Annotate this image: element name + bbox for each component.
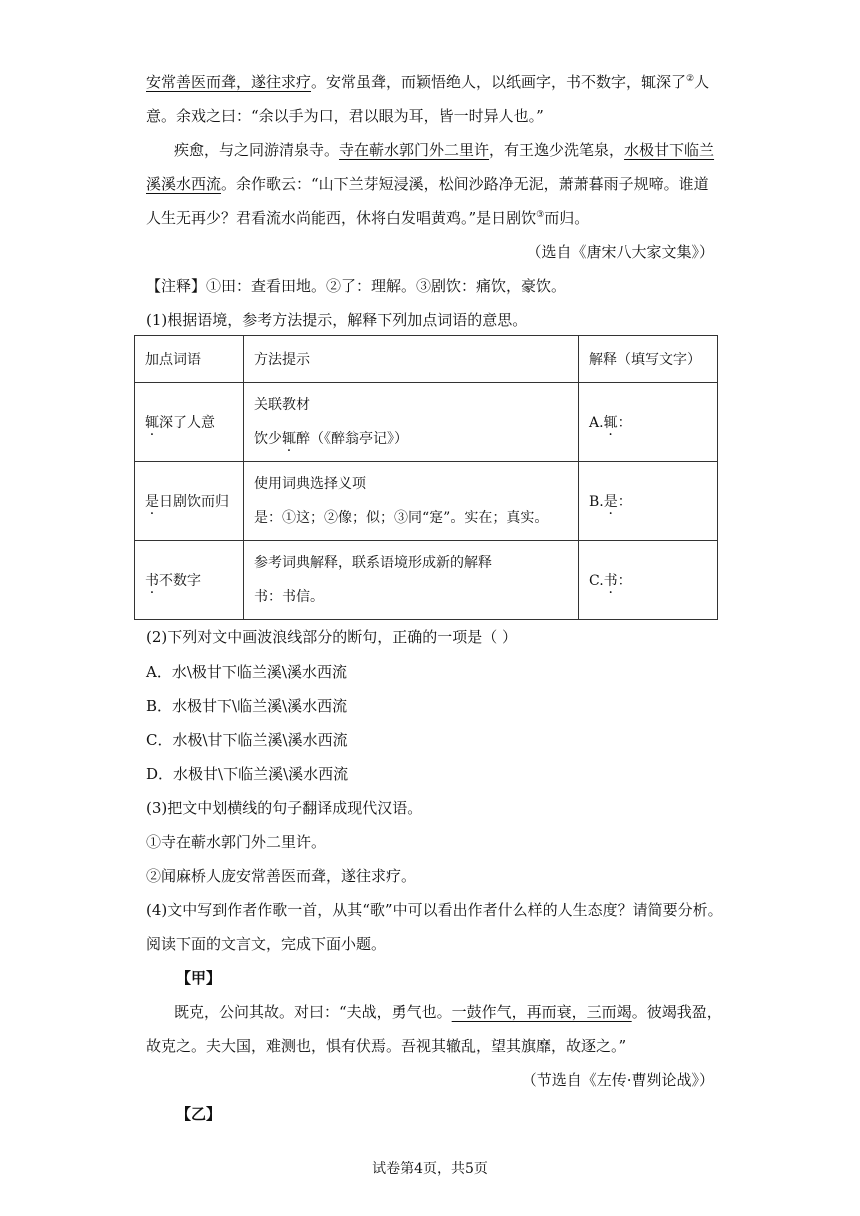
table-row [135, 383, 718, 462]
table-row [135, 541, 718, 620]
dotted-char: 是 [145, 494, 159, 510]
passage-line-4: 溪溪水西流。余作歌云：“山下兰芽短浸溪，松间沙路净无泥，萧萧暮雨子规啼。谁道 [146, 175, 709, 193]
answer-cell[interactable]: A.辄： [579, 383, 718, 462]
passage-source: （选自《唐宋八大家文集》） [526, 243, 714, 261]
passage-line-5: 人生无再少？君看流水尚能西，休将白发唱黄鸡。”是日剧饮③而归。 [146, 209, 590, 227]
dotted-word-cell: 辄深了人意 [135, 383, 244, 462]
q3-item-1: ①寺在蕲水郭门外二里许。 [146, 833, 327, 851]
underlined-sentence: 一鼓作气，再而衰，三而竭 [451, 1003, 632, 1021]
option-d[interactable]: D．水极甘\下临兰溪\溪水西流 [146, 765, 349, 783]
dotted-char: 辄 [603, 415, 618, 431]
section-intro: 阅读下面的文言文，完成下面小题。 [146, 935, 387, 953]
question-1-stem: (1)根据语境，参考方法提示，解释下列加点词语的意思。 [146, 311, 528, 329]
label-yi: 【乙】 [176, 1105, 222, 1123]
dotted-char: 是 [603, 494, 618, 510]
passage-line-1: 安常善医而聋，遂往求疗。安常虽聋，而颖悟绝人，以纸画字，书不数字，辄深了②人 [146, 73, 710, 91]
passage-line-3: 疾愈，与之同游清泉寺。寺在蕲水郭门外二里许，有王逸少洗笔泉，水极甘下临兰 [174, 141, 715, 159]
option-b[interactable]: B．水极甘下\临兰溪\溪水西流 [146, 697, 348, 715]
underlined-sentence-2: 安常善医而聋，遂往求疗 [146, 73, 312, 91]
question-2-stem: (2)下列对文中画波浪线部分的断句，正确的一项是（ ） [146, 628, 518, 646]
wavy-segment-part1: 水极甘下临兰 [624, 141, 715, 159]
header-cell: 方法提示 [244, 336, 579, 383]
passage-line-2: 意。余戏之曰：“余以手为口，君以眼为耳，皆一时异人也。” [146, 107, 544, 125]
wavy-segment-part2: 溪溪水西流 [146, 175, 222, 193]
question-4-stem: (4)文中写到作者作歌一首，从其“歌”中可以看出作者什么样的人生态度？请简要分析。 [146, 901, 723, 919]
answer-cell[interactable]: B.是： [579, 462, 718, 541]
option-c[interactable]: C．水极\甘下临兰溪\溪水西流 [146, 731, 348, 749]
table-row [135, 462, 718, 541]
dotted-word-cell: 是日剧饮而归 [135, 462, 244, 541]
method-hint-cell: 关联教材 饮少辄醉（《醉翁亭记》） [244, 383, 579, 462]
dotted-char: 书 [603, 573, 618, 589]
annotation-notes: 【注释】①田：查看田地。②了：理解。③剧饮：痛饮，豪饮。 [146, 277, 567, 295]
note-marker-2: ② [686, 74, 695, 84]
method-hint-cell: 使用词典选择义项 是：①这；②像；似；③同“寔”。实在；真实。 [244, 462, 579, 541]
option-a[interactable]: A．水\极甘下临兰溪\溪水西流 [146, 663, 347, 681]
jia-line-2: 故克之。夫大国，难测也，惧有伏焉。吾视其辙乱，望其旗靡，故逐之。” [146, 1037, 627, 1055]
method-hint-cell: 参考词典解释，联系语境形成新的解释 书：书信。 [244, 541, 579, 620]
header-cell: 加点词语 [135, 336, 244, 383]
jia-line-1: 既克，公问其故。对曰：“夫战，勇气也。一鼓作气，再而衰，三而竭。彼竭我盈， [174, 1003, 722, 1021]
dotted-char: 书 [145, 573, 159, 589]
dotted-char: 辄 [282, 431, 296, 447]
answer-cell[interactable]: C.书： [579, 541, 718, 620]
page-footer: 试卷第4页，共5页 [372, 1161, 488, 1177]
header-cell: 解释（填写文字） [579, 336, 718, 383]
jia-source: （节选自《左传·曹刿论战》） [521, 1071, 714, 1089]
table-header-row [135, 336, 718, 383]
label-jia: 【甲】 [176, 969, 222, 987]
note-marker-3: ③ [536, 210, 545, 220]
q3-item-2: ②闻麻桥人庞安常善医而聋，遂往求疗。 [146, 867, 417, 885]
underlined-sentence-1: 寺在蕲水郭门外二里许 [339, 141, 490, 159]
question-3-stem: (3)把文中划横线的句子翻译成现代汉语。 [146, 799, 423, 817]
dotted-word-cell: 书不数字 [135, 541, 244, 620]
dotted-char: 辄 [145, 415, 159, 431]
gloss-table [134, 335, 718, 620]
